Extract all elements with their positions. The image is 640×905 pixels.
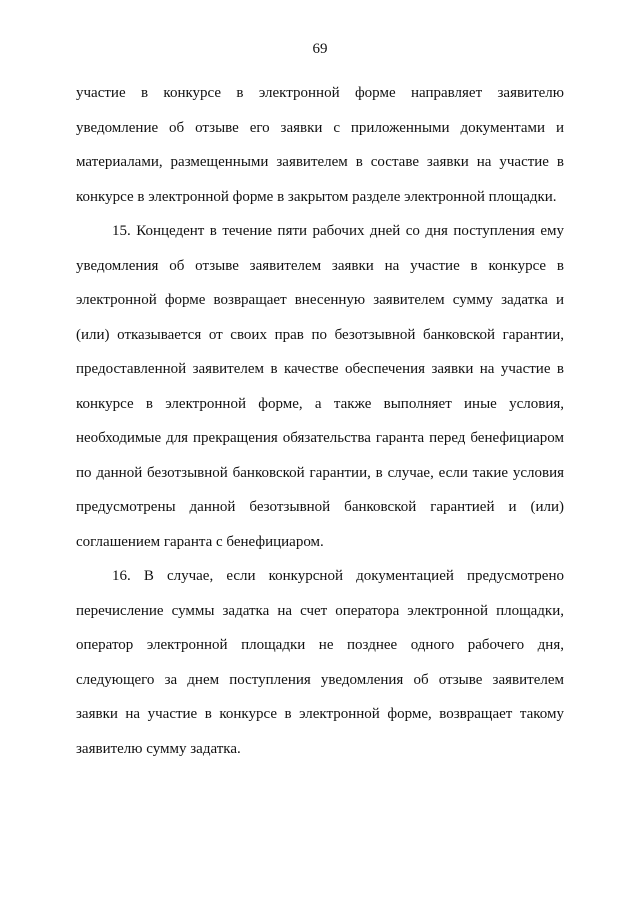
paragraph-continuation: участие в конкурсе в электронной форме направляет заявителю уведомление об отзыве его заявки с приложенными документами и материалами, размещенными заявителем в составе заявки на участие в конкурсе в электронной форме в закрытом разделе электронной площадки.	[76, 85, 564, 205]
paragraph-16: 16. В случае, если конкурсной документацией предусмотрено перечисление суммы задатка на счет оператора электронной площадки, оператор электронной площадки не позднее одного рабочего дня, следующего за днем поступления уведомления об отзыве заявителем заявки на участие в конкурсе в электронной форме, возвращает такому заявителю сумму задатка.	[76, 568, 564, 757]
page-number: 69	[312, 41, 328, 57]
paragraph-15: 15. Концедент в течение пяти рабочих дней со дня поступления ему уведомления об отзыве заявителем заявки на участие в конкурсе в электронной форме возвращает внесенную заявителем сумму задатка и (или) отказывается от своих прав по безотзывной банковской гарантии, предоставленной заявителем в качестве обеспечения заявки на участие в конкурсе в электронной форме, а также выполняет иные условия, необходимые для прекращения обязательства гаранта перед бенефициаром по данной безотзывной банковской гарантии, в случае, если такие условия предусмотрены данной безотзывной банковской гарантией и (или) соглашением гаранта с бенефициаром.	[76, 223, 564, 550]
document-body	[76, 76, 564, 766]
